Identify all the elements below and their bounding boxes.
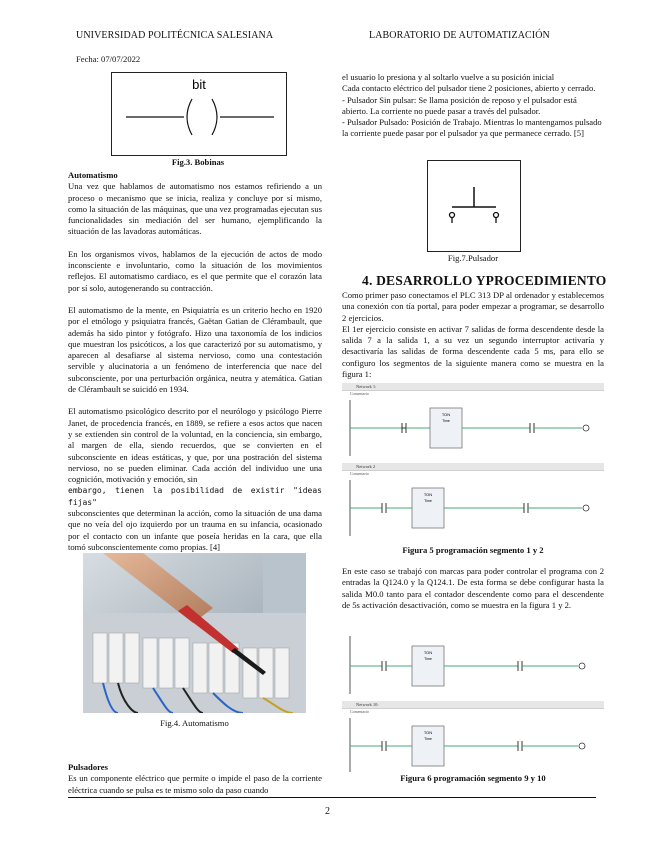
right-p1: el usuario lo presiona y al soltarlo vuelve a su posición inicial — [342, 72, 555, 82]
fig5-ladder-diagram — [342, 383, 604, 538]
fig7-caption: Fig.7.Pulsador — [447, 253, 499, 263]
network2-bar: Network 2 — [342, 463, 604, 471]
network9-ton-label: TON — [423, 650, 433, 655]
section4-p2: El 1er ejercicio consiste en activar 7 salidas de forma descendente desde la salida 7 a la salida 1, a su vez un segundo interruptor activaría y desactivaría las salidas de forma descendente cada 5 ms, para ello se configuro los segmentos de la siguiente manera como se muestra en la figura 1: — [342, 323, 604, 380]
right-p2: Cada contacto eléctrico del pulsador tiene 2 posiciones, abierto y cerrado. — [342, 83, 596, 94]
automatismo-p2: En los organismos vivos, hablamos de la ejecución de actos de modo inconsciente e involuntario, como la situación de los movimientos reflejos. El automatismo cardiaco, es el que permite que el corazón lata por sí solo, autogenerando su contracción. — [68, 248, 322, 293]
fig7-pushbutton-figure — [427, 160, 521, 252]
footer-rule — [68, 797, 596, 798]
network1-time-label: Time — [442, 419, 450, 423]
section4-p1: Como primer paso conectamos el PLC 313 DP al ordenador y establecemos una conexión con tía portal, para poder empezar a programar, se desarrollo 2 ejercicios. — [342, 290, 604, 323]
automatismo-p1: Una vez que hablamos de automatismo nos estamos refiriendo a un proceso o mecanismo que se inicia, realiza y concluye por sí mismo, como la situación de las máquinas, que una vez programadas ejecutan sus funcionalidades sin mediación del ser humano, ejemplificando la situación de las lavadoras automáticas. — [68, 181, 322, 237]
fig6-caption: Figura 6 programación segmento 9 y 10 — [400, 773, 546, 783]
right-p4: - Pulsador Pulsado: Posición de Trabajo. Mientras lo mantengamos pulsado la corriente puede pasar por el pulsador ya que permanece cerrado. [5] — [342, 117, 602, 139]
network10-time-label: Time — [424, 737, 432, 741]
header-university: UNIVERSIDAD POLITÉCNICA SALESIANA — [76, 30, 274, 41]
automatismo-section — [68, 170, 322, 553]
fig4-caption: Fig.4. Automatismo — [160, 718, 229, 728]
right-p3: - Pulsador Sin pulsar: Se llama posición de reposo y el pulsador está abierto. La corriente no puede pasar a través del pulsador. — [342, 94, 577, 116]
header-lab: LABORATORIO DE AUTOMATIZACIÓN — [369, 30, 550, 41]
automatismo-p4a: El automatismo psicológico descrito por el neurólogo y psicólogo Pierre Janet, de procedencia francés, en 1889, se refiere a esos actos que nacen y se extienden sin control de la voluntad, en la conciencia, sin embargo, al margen de ella, siendo recuerdos, que se convierten en el subconsciente en ideas estáticas, y que, por una postración del sistema nervioso, no se pueden eliminar. Cada acción del individuo une una cognición, motivación y emoción, sin — [68, 406, 322, 485]
network1-comment: Comentario — [350, 391, 369, 396]
coil-bit-label: bit — [192, 77, 206, 92]
fig5-caption: Figura 5 programación segmento 1 y 2 — [402, 545, 544, 555]
pulsador-description — [342, 72, 604, 140]
automation-photo — [83, 553, 306, 713]
automatismo-heading: Automatismo — [68, 170, 118, 180]
network2-rung — [342, 476, 604, 538]
fig4-photo — [83, 553, 306, 713]
automatismo-p3: El automatismo de la mente, en Psiquiatría es un criterio hecho en 1920 por el etnólogo y psiquiatra francés, Gaëtan Gatian de Clérambault, que además ha sido pintor y fotógrafo. Hizo una taxonomía de los indicios que muestran los psicóticos, a los que caracterizó por su automatismo, y aparecen al desafiarse al sistema nervioso, como una contestación servible y alucinatoria a un fenómeno de interferencia que nace del subconsciente, por una perturbación orgánica, neutra y atemática. Gatian de Clérambault se suicidó en 1934. — [68, 304, 322, 395]
network9-rung — [342, 632, 604, 696]
network10-rung — [342, 714, 604, 774]
pulsadores-section — [68, 762, 322, 796]
paragraph-after-fig5: En este caso se trabajó con marcas para poder controlar el programa con 2 entradas la Q124.0 y la Q124.1. De esta forma se debe configurar hasta la salida M0.0 tanto para el contador descendente como para el descendente de 5s activación desactivación, como se muestra en la figura 1 y 2. — [342, 566, 604, 610]
network2-time-label: Time — [424, 499, 432, 503]
automatismo-p4b: embargo, tienen la posibilidad de existir "ideas fijas" — [68, 486, 322, 507]
fig6-ladder-diagram — [342, 632, 604, 770]
pulsadores-heading: Pulsadores — [68, 762, 108, 772]
network9-time-label: Time — [424, 657, 432, 661]
network1-bar: Network 1: — [342, 383, 604, 391]
section4-title: 4. DESARROLLO YPROCEDIMIENTO — [362, 273, 607, 288]
network1-ton-label: TON — [441, 412, 451, 417]
network10-bar: Network 10: — [342, 701, 604, 709]
network10-ton-label: TON — [423, 730, 433, 735]
date-line: Fecha: 07/07/2022 — [76, 54, 141, 64]
pushbutton-diagram — [428, 161, 520, 251]
network2-comment: Comentario — [350, 471, 369, 476]
network1-rung — [342, 396, 604, 458]
network2-ton-label: TON — [423, 492, 433, 497]
fig3-caption: Fig.3. Bobinas — [171, 157, 225, 167]
page-number: 2 — [325, 806, 330, 817]
automatismo-p4c: subconscientes que determinan la acción, como la situación de una dama que no veía del ojo izquierdo por un trauma en su infancia, ocasionado por el contacto con un infante que poseía heridas en la cara, que ella tomó subconscientemente como propias. [4] — [68, 508, 322, 552]
coil-diagram — [112, 73, 286, 155]
network10-comment: Comentario — [350, 709, 369, 714]
fig3-coil-figure — [111, 72, 287, 156]
section4-body — [342, 290, 604, 380]
pulsadores-p1: Es un componente eléctrico que permite o impide el paso de la corriente eléctrica cuando se pulsa es te mismo solo da paso cuando — [68, 773, 322, 795]
